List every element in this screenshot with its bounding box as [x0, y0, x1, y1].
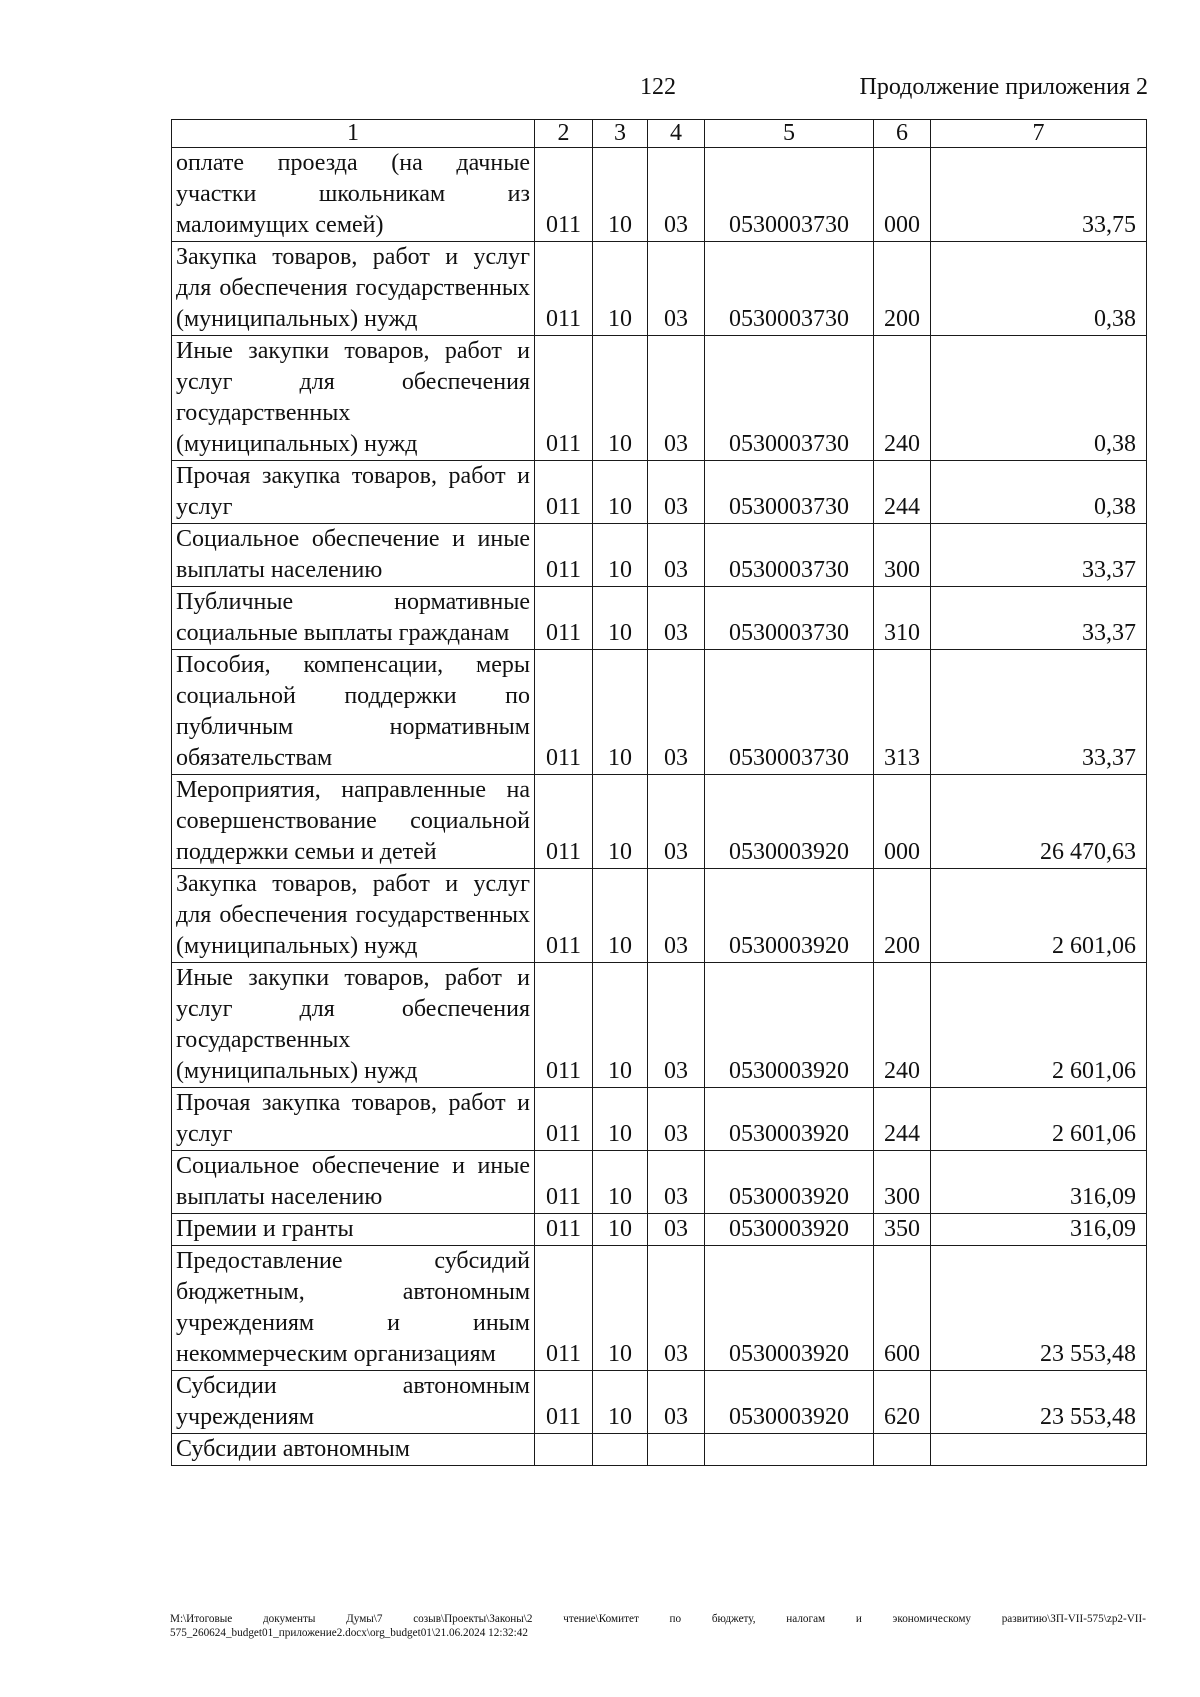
row-name-cell [172, 1246, 535, 1371]
code-cell: 011 [535, 1246, 593, 1371]
code-cell: 620 [874, 1371, 931, 1434]
amount-cell: 26 470,63 [931, 775, 1147, 869]
continuation-label: Продолжение приложения 2 [859, 74, 1148, 100]
code-cell: 011 [535, 1151, 593, 1214]
code-cell: 0530003730 [705, 148, 874, 242]
code-cell: 0530003730 [705, 587, 874, 650]
row-name: Субсидии автономным учреждениям [176, 1373, 530, 1430]
row-name-cell [172, 1151, 535, 1214]
amount-cell: 33,75 [931, 148, 1147, 242]
row-name: Субсидии автономным [176, 1436, 410, 1462]
code-cell: 011 [535, 869, 593, 963]
code-cell: 10 [593, 1371, 648, 1434]
amount-cell: 33,37 [931, 650, 1147, 775]
table-row [172, 1151, 1147, 1214]
code-cell [705, 1434, 874, 1466]
code-cell: 0530003920 [705, 1151, 874, 1214]
code-cell: 011 [535, 963, 593, 1088]
code-cell: 10 [593, 148, 648, 242]
code-cell: 600 [874, 1246, 931, 1371]
code-cell: 03 [648, 461, 705, 524]
code-cell: 03 [648, 869, 705, 963]
code-cell: 03 [648, 524, 705, 587]
code-cell: 240 [874, 963, 931, 1088]
code-cell: 011 [535, 1214, 593, 1246]
code-cell: 03 [648, 1214, 705, 1246]
code-cell: 03 [648, 336, 705, 461]
code-cell: 10 [593, 1088, 648, 1151]
code-cell: 244 [874, 1088, 931, 1151]
code-cell: 310 [874, 587, 931, 650]
amount-cell: 316,09 [931, 1151, 1147, 1214]
row-name-cell [172, 587, 535, 650]
code-cell: 10 [593, 650, 648, 775]
row-name-cell [172, 1434, 535, 1466]
code-cell: 10 [593, 461, 648, 524]
code-cell: 03 [648, 775, 705, 869]
code-cell: 0530003730 [705, 650, 874, 775]
table-row [172, 1246, 1147, 1371]
table-row [172, 1214, 1147, 1246]
table-row [172, 1434, 1147, 1466]
table-row [172, 524, 1147, 587]
row-name-cell [172, 650, 535, 775]
column-header: 1 [172, 120, 535, 148]
code-cell: 313 [874, 650, 931, 775]
amount-cell: 2 601,06 [931, 963, 1147, 1088]
code-cell [874, 1434, 931, 1466]
code-cell: 03 [648, 1088, 705, 1151]
row-name: Прочая закупка товаров, работ и услуг [176, 463, 530, 520]
table-row [172, 1088, 1147, 1151]
row-name: Пособия, компенсации, меры социальной поддержки по публичным нормативным обязательствам [176, 652, 530, 771]
row-name: Предоставление субсидий бюджетным, автономным учреждениям и иным некоммерческим организациям [176, 1248, 530, 1367]
code-cell: 011 [535, 1088, 593, 1151]
row-name: Социальное обеспечение и иные выплаты населению [176, 1153, 530, 1210]
code-cell [593, 1434, 648, 1466]
row-name-cell [172, 461, 535, 524]
code-cell: 03 [648, 963, 705, 1088]
amount-cell: 2 601,06 [931, 1088, 1147, 1151]
amount-cell: 0,38 [931, 336, 1147, 461]
column-header: 6 [874, 120, 931, 148]
row-name: Социальное обеспечение и иные выплаты населению [176, 526, 530, 583]
code-cell: 011 [535, 148, 593, 242]
column-header: 4 [648, 120, 705, 148]
table-row [172, 963, 1147, 1088]
code-cell: 03 [648, 1151, 705, 1214]
amount-cell: 0,38 [931, 242, 1147, 336]
code-cell: 0530003920 [705, 963, 874, 1088]
row-name-cell [172, 1371, 535, 1434]
row-name: Публичные нормативные социальные выплаты гражданам [176, 589, 530, 646]
code-cell: 011 [535, 524, 593, 587]
code-cell: 011 [535, 587, 593, 650]
code-cell: 0530003920 [705, 1246, 874, 1371]
table-row [172, 650, 1147, 775]
table-header-row [172, 120, 1147, 148]
code-cell: 0530003730 [705, 461, 874, 524]
row-name: Мероприятия, направленные на совершенствование социальной поддержки семьи и детей [176, 777, 530, 865]
row-name-cell [172, 869, 535, 963]
row-name-cell [172, 963, 535, 1088]
code-cell: 000 [874, 148, 931, 242]
code-cell: 10 [593, 524, 648, 587]
code-cell: 011 [535, 242, 593, 336]
page-number: 122 [640, 74, 676, 100]
code-cell: 03 [648, 587, 705, 650]
amount-cell: 0,38 [931, 461, 1147, 524]
row-name-cell [172, 148, 535, 242]
code-cell: 0530003920 [705, 1371, 874, 1434]
code-cell: 10 [593, 1214, 648, 1246]
amount-cell: 316,09 [931, 1214, 1147, 1246]
code-cell [648, 1434, 705, 1466]
amount-cell: 23 553,48 [931, 1246, 1147, 1371]
row-name: оплате проезда (на дачные участки школьникам из малоимущих семей) [176, 150, 530, 238]
code-cell: 200 [874, 242, 931, 336]
code-cell: 10 [593, 1246, 648, 1371]
row-name-cell [172, 1088, 535, 1151]
code-cell: 011 [535, 1371, 593, 1434]
table-row [172, 587, 1147, 650]
code-cell: 10 [593, 963, 648, 1088]
column-header: 7 [931, 120, 1147, 148]
table-row [172, 336, 1147, 461]
code-cell: 0530003920 [705, 1088, 874, 1151]
code-cell: 10 [593, 869, 648, 963]
row-name-cell [172, 524, 535, 587]
code-cell: 200 [874, 869, 931, 963]
code-cell: 0530003920 [705, 1214, 874, 1246]
code-cell [535, 1434, 593, 1466]
code-cell: 300 [874, 524, 931, 587]
amount-cell: 2 601,06 [931, 869, 1147, 963]
table-row [172, 869, 1147, 963]
row-name-cell [172, 336, 535, 461]
amount-cell: 23 553,48 [931, 1371, 1147, 1434]
row-name-cell [172, 1214, 535, 1246]
code-cell: 011 [535, 650, 593, 775]
amount-cell [931, 1434, 1147, 1466]
budget-table [171, 119, 1147, 1466]
code-cell: 10 [593, 587, 648, 650]
code-cell: 10 [593, 242, 648, 336]
amount-cell: 33,37 [931, 587, 1147, 650]
row-name: Закупка товаров, работ и услуг для обеспечения государственных (муниципальных) нужд [176, 244, 530, 332]
code-cell: 10 [593, 336, 648, 461]
code-cell: 03 [648, 148, 705, 242]
row-name: Прочая закупка товаров, работ и услуг [176, 1090, 530, 1147]
column-header: 2 [535, 120, 593, 148]
row-name: Иные закупки товаров, работ и услуг для обеспечения государственных (муниципальных) нужд [176, 338, 530, 457]
code-cell: 011 [535, 336, 593, 461]
row-name: Закупка товаров, работ и услуг для обеспечения государственных (муниципальных) нужд [176, 871, 530, 959]
code-cell: 0530003920 [705, 869, 874, 963]
column-header: 3 [593, 120, 648, 148]
table-row [172, 1371, 1147, 1434]
table-row [172, 242, 1147, 336]
code-cell: 240 [874, 336, 931, 461]
code-cell: 300 [874, 1151, 931, 1214]
code-cell: 0530003730 [705, 336, 874, 461]
table-row [172, 775, 1147, 869]
row-name: Премии и гранты [176, 1216, 354, 1242]
amount-cell: 33,37 [931, 524, 1147, 587]
code-cell: 244 [874, 461, 931, 524]
code-cell: 000 [874, 775, 931, 869]
row-name-cell [172, 242, 535, 336]
table-body [172, 120, 1147, 1466]
column-header: 5 [705, 120, 874, 148]
code-cell: 011 [535, 461, 593, 524]
code-cell: 10 [593, 1151, 648, 1214]
code-cell: 03 [648, 1371, 705, 1434]
code-cell: 03 [648, 650, 705, 775]
code-cell: 03 [648, 1246, 705, 1371]
table-row [172, 148, 1147, 242]
code-cell: 0530003730 [705, 524, 874, 587]
file-path-footer: M:\Итоговые документы Думы\7 созыв\Проекты\Законы\2 чтение\Комитет по бюджету, налогам и экономическому развитию\ЗП-VII-575\zp2-VII-575_260624_budget01_приложение2.docx\org_budget01\21.06.2024 12:32:42 [170, 1613, 1146, 1639]
code-cell: 03 [648, 242, 705, 336]
code-cell: 350 [874, 1214, 931, 1246]
row-name-cell [172, 775, 535, 869]
row-name: Иные закупки товаров, работ и услуг для обеспечения государственных (муниципальных) нужд [176, 965, 530, 1084]
code-cell: 011 [535, 775, 593, 869]
table-row [172, 461, 1147, 524]
code-cell: 0530003730 [705, 242, 874, 336]
code-cell: 0530003920 [705, 775, 874, 869]
code-cell: 10 [593, 775, 648, 869]
